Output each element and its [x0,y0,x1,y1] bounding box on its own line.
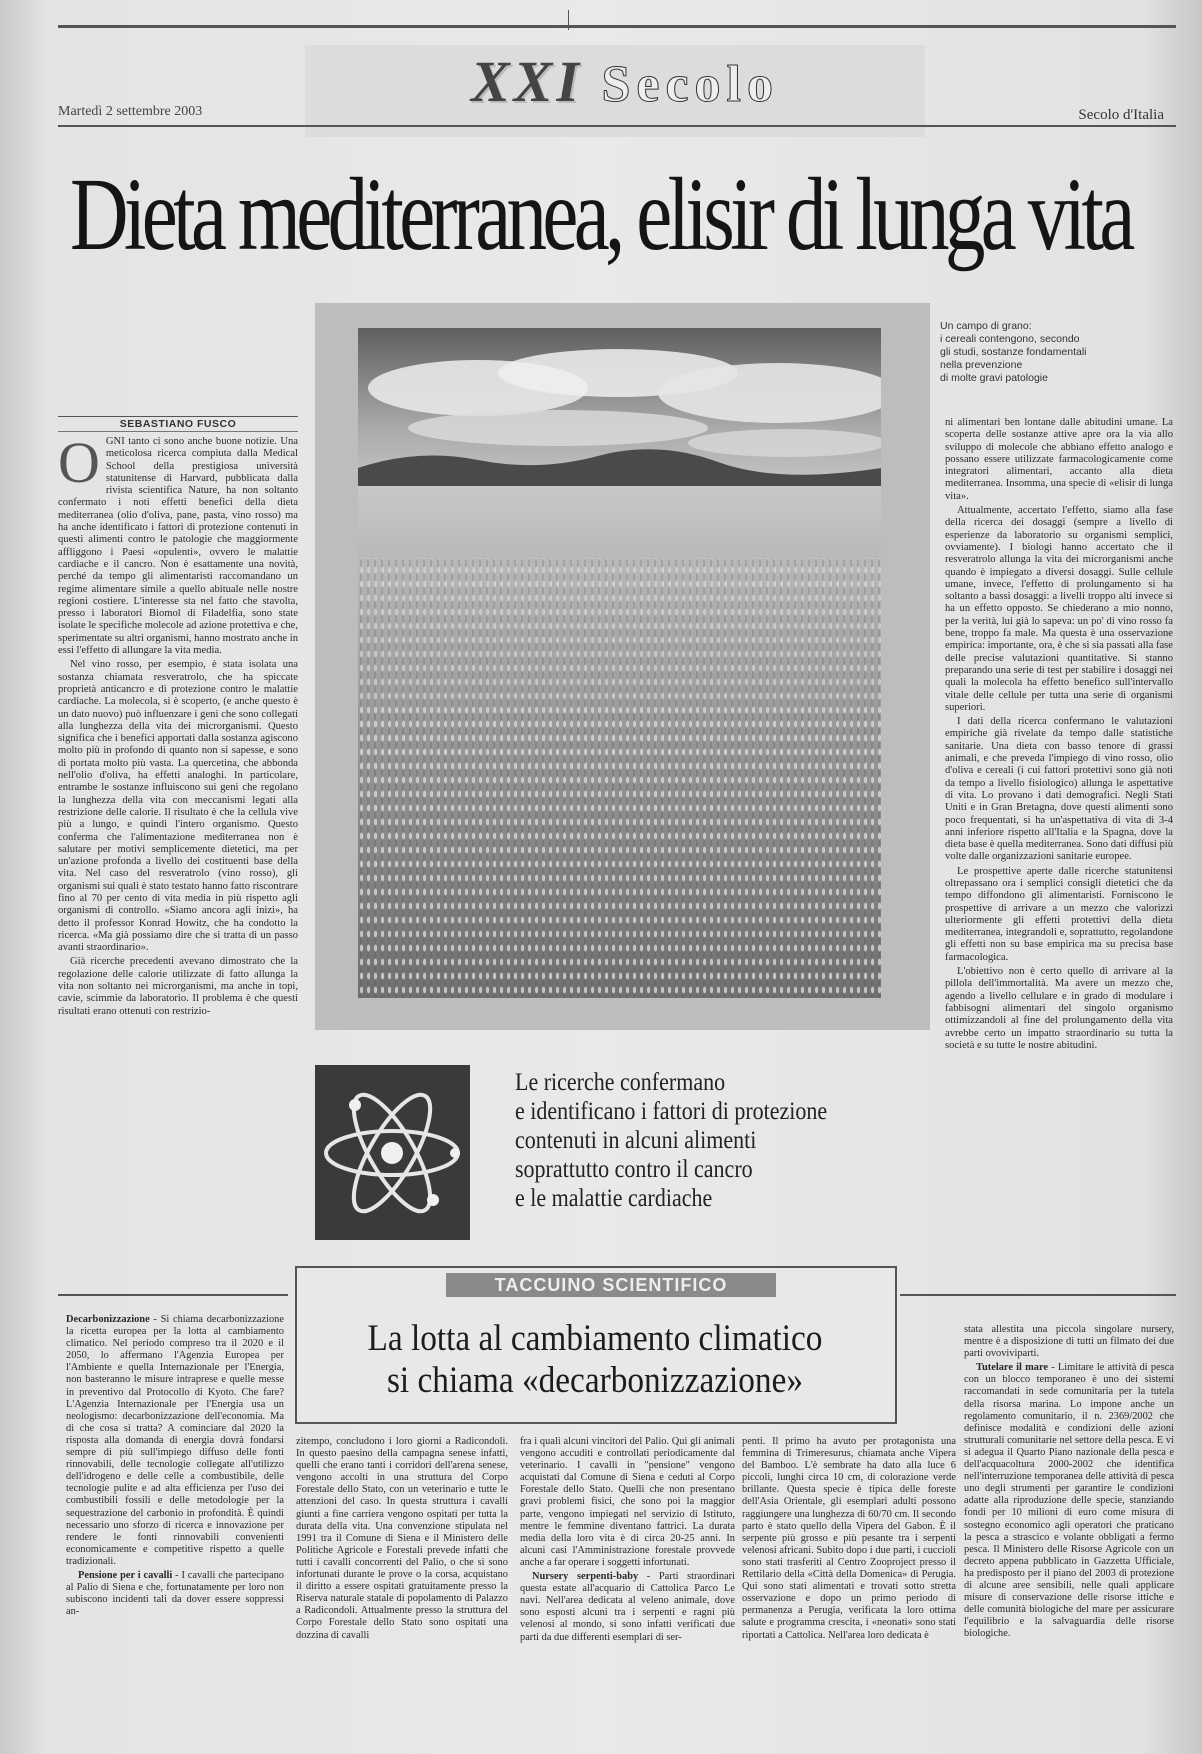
taccuino-label: TACCUINO SCIENTIFICO [446,1273,776,1297]
section-rule-right [900,1294,1176,1296]
header-rule [58,125,1176,127]
bottom-column-1 [66,1314,284,1734]
brief-heading: Decarbonizzazione [66,1314,150,1325]
taccuino-title-line: si chiama «decarbonizzazione» [386,1360,804,1401]
article-paragraph: Attualmente, accertato l'effetto, siamo alla fase della ricerca dei dosaggi (sempre a livello di esperienze da laboratorio su organismi semplici, ovviamente). I biologi hanno accertato che il resveratrolo allunga la vita dei microrganismi anche quando è impiegato a diversi dosaggi. Sulle cellule umane, invece, l'effetto di prolungamento si ha soltanto a bassi dosaggi: a livelli troppo alti invece si ha un effetto opposto. Se chiederano a mio nonno, per la verità, lui già lo sapeva: un po' di vino rosso fa bene, troppo fa male. Ma questa è una osservazione empirica: importante, ora, è che si sia passati alla fase delle precise valutazioni quantitative. Si stanno preparando una serie di test per stabilire i dosaggi nei quali la molecola ha effetto benefico sull'intervallo vitale delle cellule per tutta una serie di organismi superiori. [945,505,1173,713]
top-rule [58,25,1176,28]
brief-text: - Parti straordinari questa estate all'acquario di Cattolica Parco Le navi. Nell'area dedicata al veleno animale, dove sono esposti alcuni tra i serpenti e ragni più velenosi al mondo, si sono infatti verificati due parti da due differenti esemplari di ser- [520,1571,735,1643]
byline: SEBASTIANO FUSCO [58,416,298,432]
article-paragraph: Già ricerche precedenti avevano dimostrato che la regolazione delle calorie utilizzate di fatto allunga la vita non soltanto nei microrganismi, ma anche in topi, cavie, scimmie da laboratorio. Il problema è che questi risultati erano ottenuti con restrizio- [58,956,298,1017]
masthead-secolo: Secolo [601,56,779,113]
article-column-right [945,417,1173,1277]
brief-paragraph [964,1362,1174,1640]
brief-text: - I cavalli che partecipano al Palio di Siena e che, fortunatamente per loro non subiscono incidenti tali da dover essere soppressi an- [66,1569,284,1618]
brief-paragraph [66,1570,284,1618]
pull-quote-line: e identificano i fattori di protezione [515,1098,828,1125]
brief-paragraph: fra i quali alcuni vincitori del Palio. Qui gli animali vengono accuditi e controllati periodicamente dal veterinario. I cavalli in "pensione" vengono acquistati dal Comune di Siena e ceduti al Corpo Forestale dello Stato. Quelli che non presentano gravi problemi fisici, che sono poi la maggior parte, vengono impiegati nel servizio di Istituto, mentre le femmine diventano fattrici. La durata media della loro vita è di circa 20-25 anni. In alcuni casi l'Amministrazione forestale provvede anche a far operare i soggetti infortunati. [520,1436,735,1568]
atom-illustration [315,1065,470,1240]
pull-quote-line: Le ricerche confermano [515,1069,726,1096]
caption-line: gli studi, sostanze fondamentali [940,346,1087,358]
brief-paragraph: penti. Il primo ha avuto per protagonista una femmina di Trimeresurus, chiamata anche Vipera del Bamboo. L'è sembrate ha dato alla luce 6 piccoli, lunghi circa 10 cm, di colorazione verde brillante. Questa specie è tipica delle foreste dell'Asia Orientale, gli esemplari adulti possono raggiungere una lunghezza di 60/70 cm. Il secondo parto è stato quello della Vipera del Gabon. È il serpente più grosso e più pesante tra i serpenti velenosi africani. Subito dopo i due parti, i cuccioli sono stati trasferiti al Centro Zooproject presso il Rettilario della «Città della Domenica» di Perugia. Qui sono stati alimentati e trovati sotto stretta osservazione e dopo un primo periodo di permanenza a Perugia, verificata la loro ottima salute e programma crescita, i «neonati» sono stati riportati a Cattolica. Nell'area loro dedicata è [742,1436,956,1641]
masthead [400,48,850,118]
article-paragraph: ni alimentari ben lontane dalle abitudini umane. La scoperta delle sostanze attive apre ora la via allo sviluppo di molecole che abbiano effetto analogo e possano essere utilizzate farmacologicamente come integratori alimentari, accanto alla dieta mediterranea. Insomma, una specie di «elisir di lunga vita». [945,417,1173,502]
center-tick [568,10,569,30]
pull-quote [515,1068,885,1213]
bottom-column-4 [742,1436,956,1736]
article-paragraph: Le prospettive aperte dalle ricerche statunitensi oltrepassano ora i semplici consigli dietetici che da tempo diffondono gli alimentaristi. Forniscono le prospettive di arrivare a un mezzo che valorizzi ulteriormente gli effetti protettivi della dieta mediterranea, integrandoli e, soprattutto, regolandone gli effetti non su base empirica ma su precisa base farmacologica. [945,865,1173,963]
bottom-column-2 [296,1436,508,1736]
paper-name: Secolo d'Italia [1078,107,1164,123]
brief-heading: Pensione per i cavalli [78,1569,173,1581]
article-paragraph: I dati della ricerca confermano le valutazioni empiriche già rivelate da tempo dalle statistiche sanitarie. Una dieta con basso tenore di grassi animali, e che preveda l'impiego di vino rosso, olio d'oliva e cereali (i cui fattori protettivi sono già noti da tempo a livello fisiologico) allunga le aspettative di vita. Lo provano i dati demografici. Negli Stati Uniti e in Gran Bretagna, dove questi alimenti sono poco frequentati, si ha un'aspettativa di vita di 3-4 anni inferiore rispetto all'Italia e la Spagna, dove la dieta base è quella mediterranea. Sono dati diffusi più volte dalle organizzazioni sanitarie europee. [945,716,1173,863]
caption-line: Un campo di grano: [940,320,1032,332]
taccuino-title-line: La lotta al cambiamento climatico [367,1318,823,1359]
headline: Dieta mediterranea, elisir di lunga vita [70,157,1131,272]
brief-heading: Nursery serpenti-baby [532,1571,639,1583]
caption-line: nella prevenzione [940,359,1023,371]
masthead-xxi: XXI [471,49,583,114]
caption-line: di molte gravi patologie [940,372,1048,384]
brief-text: - Si chiama decarbonizzazione la ricetta europea per la lotta al cambiamento climatico. Nel periodo compreso tra il 2020 e il 2050, lo affermano l'Agenzia Europea per l'Ambiente e quella Internazionale per l'Energia, non basteranno le misure intraprese e quelle messe in preventivo dal Protocollo di Kyoto. Che fare? L'Agenzia Internazionale per l'Energia usa un neologismo: decarbonizzazione dell'economia. Ma di che cosa si tratta? A cominciare dal 2020 la risposta alla domanda di energia dovrà fondarsi sempre di più sull'impiego diffuso delle fonti rinnovabili, delle tecnologie collegate all'utilizzo dell'idrogeno e delle celle a combustibile, delle tecnologie pulite e ad alta efficienza per l'uso dei combustibili fossili e delle metodologie per la sequestrazione del carbonio in profondità. È quindi necessario uno sforzo di ricerca e innovazione per rendere le fonti rinnovabili convenienti economicamente e competitive rispetto a quelle tradizionali. [66,1314,284,1567]
article-paragraph [58,436,298,657]
photo-caption [940,320,1110,385]
pull-quote-line: e le malattie cardiache [515,1185,713,1212]
pull-quote-line: soprattutto contro il cancro [515,1156,753,1183]
taccuino-title [357,1318,834,1402]
atom-icon [315,1065,470,1240]
paragraph-text: GNI tanto ci sono anche buone notizie. Una meticolosa ricerca compiuta dalla Medical School della prestigiosa università statunitense di Harvard, pubblicata dalla rivista scientifica Nature, ha non soltanto confermato i noti effetti benefici della dieta mediterranea (olio d'oliva, pane, pasta, vino rosso) ma ha anche identificato i fattori di protezione contenuti in questi alimenti contro le patologie che maggiormente affliggono i Paesi «opulenti», ovvero le malattie cardiache e il cancro. Non è esattamente una novità, perché da tempo gli alimentaristi raccomandano un regime alimentare simile a quello abituale nelle nostre regioni costiere. L'interesse sta nel fatto che stavolta, presso i laboratori Biomol di Filadelfia, sono state isolate le specifiche molecole ad azione protettiva e che, sperimentate su altri organismi, hanno mostrato anche in essi l'effetto di allungare la vita media. [58,436,298,657]
brief-paragraph [66,1314,284,1568]
wheat-field-photo [358,328,881,998]
brief-heading: Tutelare il mare [976,1362,1049,1374]
bottom-column-5 [964,1324,1174,1736]
article-paragraph: Nel vino rosso, per esempio, è stata isolata una sostanza chiamata resveratrolo, che ha spiccate proprietà anticancro e di protezione contro le malattie cardiache. La molecola, si è scoperto, (e anche questo è un dato nuovo) può influenzare i geni che sono collegati alla lunghezza della vita dei microrganismi. Questo significa che i benefici apportati dalla sostanza agiscono molto più in profondo di quanto non si sapesse, e sono di portata molto più vasta. La quercetina, che abbonda nell'olio d'oliva, ha effetti analoghi. In particolare, entrambe le sostanze influiscono sui geni che regolano la lunghezza della vita con meccanismi legati alla restrizione delle calorie. Il risultato è che la cellula vive più a lungo, e quindi l'intero organismo. Questo conferma che l'alimentazione mediterranea non è salutare per motivi semplicemente dietetici, ma per un'azione profonda a livello dei costituenti base della vita. Nel caso del resveratrolo (vino rosso), gli organismi sui quali è stato testato hanno fatto riscontrare fino al 70 per cento di vita media in più rispetto agli organismi di controllo. «Siamo ancora agli inizi», ha detto il professor Konrad Howitz, che ha condotto la ricerca. «Ma già possiamo dire che si tratta di un passo avanti straordinario». [58,659,298,954]
issue-date: Martedì 2 settembre 2003 [58,104,203,119]
article-paragraph: L'obiettivo non è certo quello di arrivare al la pillola dell'immortalità. Ma avere un mezzo che, agendo a livello cellulare e in grado di modulare i fabbisogni alimentari del singolo organismo ottimizzandoli al fine del prolungamento della vita avrebbe certo un impatto straordinario su tutta la società e su tutte le nostre abitudini. [945,966,1173,1051]
caption-line: i cereali contengono, secondo [940,333,1080,345]
brief-paragraph: stata allestita una piccola singolare nursery, mentre è a disposizione di tutti un filmato dei due parti ovoviviparti. [964,1324,1174,1360]
brief-text: - Limitare le attività di pesca con un blocco temporaneo è uno dei sistemi raccomandati in sede comunitaria per la tutela della risorsa marina. Lo impone anche un regolamento comunitario, il n. 2369/2002 che definisce modalità e condizioni delle azioni strutturali comunitarie nel settore della pesca. E vi si adegua il Quarto Piano nazionale della pesca e dell'acquacoltura 2000-2002 che identifica nell'interruzione temporanea delle attività di pesca uno degli strumenti per garantire le condizioni adatte alla riproduzione delle specie, stanziando fondi per 10 milioni di euro come misura di sostegno economico agli operatori che praticano la pesca a strascico e volante obbligati a fermo pesca. Il Ministero delle Risorse Agricole con un decreto appena pubblicato in Gazzetta Ufficiale, ha predisposto per il piano del 2003 di protezione di alcune aree sensibili, nelle quali applicare misure di conservazione delle risorse ittiche e delle comunità biologiche del mare per assicurare l'equilibrio e la salvaguardia delle risorse biologiche. [964,1362,1174,1640]
drop-cap: O [58,436,100,495]
brief-paragraph: zitempo, concludono i loro giorni a Radicondoli. In questo paesino della campagna senese infatti, quelli che erano tanti i corridori dell'arena senese, vengono accolti in una struttura del Corpo Forestale dello Stato, con un veterinario e tutte le attenzioni del caso. In questa struttura i cavalli giunti a fine carriera vengono ospitati per tutta la durata della vita. Una convenzione stipulata nel 1991 tra il Comune di Siena e il Ministero delle Politiche Agricole e Forestali prevede infatti che tutti i cavalli concorrenti del Palio, o che si sono infortunati durante le prove o la corsa, acquistano il diritto a essere ospitati gratuitamente presso la Riserva naturale statale di popolamento di Palazzo a Radicondoli. Attualmente presso la struttura del Corpo Forestale dello Stato sono ospitati una dozzina di cavalli [296,1436,508,1641]
brief-paragraph [520,1571,735,1644]
bottom-column-3 [520,1436,735,1736]
pull-quote-line: contenuti in alcuni alimenti [515,1127,757,1154]
article-column-left [58,436,298,1236]
section-rule-left [58,1294,288,1296]
